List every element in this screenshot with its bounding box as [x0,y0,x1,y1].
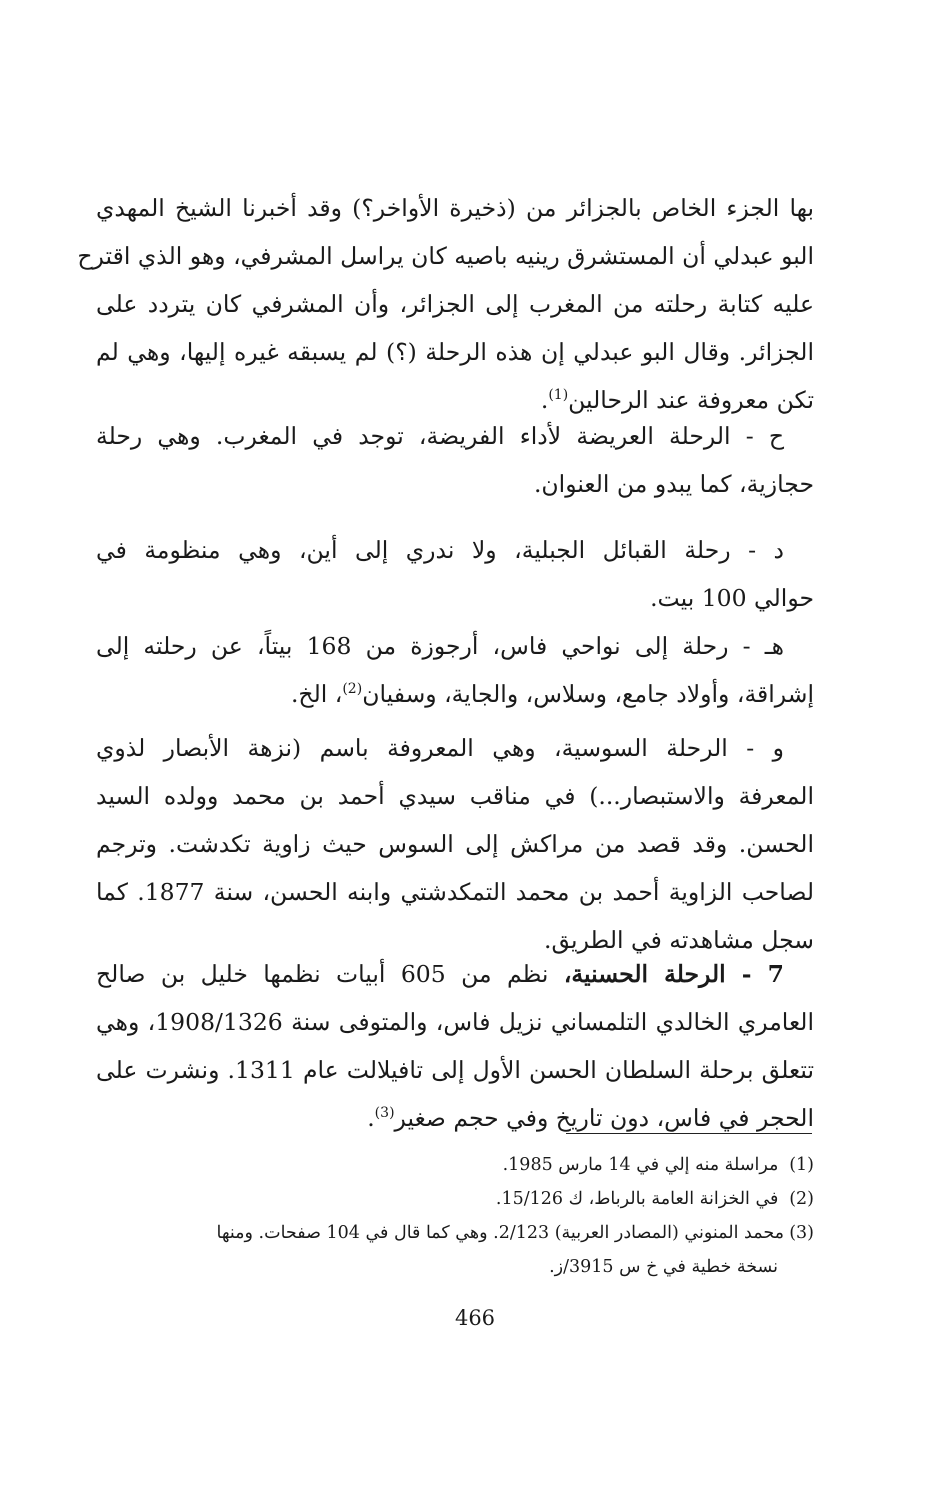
paragraph-line: د - رحلة القبائل الجبلية، ولا ندري إلى أين، وهي منظومة في [96,536,784,564]
section-heading: 7 - الرحلة الحسنية، [563,960,784,988]
paragraph-line [96,1094,814,1142]
paragraph-5 [96,724,814,964]
footnote-marker: (3) [374,1105,395,1122]
paragraph-line: المعرفة والاستبصار...) في مناقب سيدي أحمد بن محمد وولده السيد [96,782,814,810]
footnote-separator [566,1133,812,1134]
paragraph-3 [96,526,814,622]
paragraph-line: حوالي 100 بيت. [650,584,814,612]
paragraph-text: إشراقة، وأولاد جامع، وسلاس، والجاية، وسفيان [362,680,814,708]
paragraph-line: سجل مشاهدته في الطريق. [543,926,814,954]
paragraph-1 [77,184,814,424]
footnote-text: مراسلة منه إلي في 14 مارس 1985. [502,1155,779,1175]
paragraph-text: نظم من 605 أبيات نظمها خليل بن صالح [96,960,564,988]
paragraph-2 [96,412,814,508]
paragraph-text: ، الخ. [290,680,343,708]
paragraph-line [96,670,814,718]
paragraph-line: بها الجزء الخاص بالجزائر من (ذخيرة الأواخر؟) وقد أخبرنا الشيخ المهدي [96,194,814,222]
footnote-text: محمد المنوني (المصادر العربية) 2/123. وهي كما قال في 104 صفحات. ومنها [216,1223,784,1243]
paragraph-line: لصاحب الزاوية أحمد بن محمد التمكدشتي وابنه الحسن، سنة 1877. كما [96,878,815,906]
paragraph-line: العامري الخالدي التلمساني نزيل فاس، والمتوفى سنة 1908/1326، وهي [96,1008,814,1036]
paragraph-line: و - الرحلة السوسية، وهي المعروفة باسم (نزهة الأبصار لذوي [96,734,784,762]
paragraph-line: تتعلق برحلة السلطان الحسن الأول إلى تافيلالت عام 1311. ونشرت على [96,1056,814,1084]
footnote-text: في الخزانة العامة بالرباط، ك 15/126. [495,1189,779,1209]
paragraph-line: هـ - رحلة إلى نواحي فاس، أرجوزة من 168 بيتاً، عن رحلته إلى [96,632,784,660]
paragraph-4 [96,622,814,718]
paragraph-text: . [367,1104,375,1132]
footnote-2 [96,1182,814,1216]
paragraph-line: حجازية، كما يبدو من العنوان. [533,470,814,498]
footnote-number: (1) [789,1155,814,1175]
paragraph-line: الجزائر. وقال البو عبدلي إن هذه الرحلة (؟) لم يسبقه غيره إليها، وهي لم [96,338,814,366]
footnote-text: نسخة خطية في خ س 3915/ز. [549,1257,778,1277]
footnote-marker: (1) [548,387,569,404]
page-number: 466 [454,1306,496,1330]
footnote-1 [96,1148,814,1182]
footnote-line [96,1216,814,1250]
footnote-marker: (2) [342,681,363,698]
paragraph-text: تكن معروفة عند الرحالين [568,386,814,414]
paragraph-line: الحسن. وقد قصد من مراكش إلى السوس حيث زاوية تكدشت. وترجم [96,830,814,858]
paragraph-line: عليه كتابة رحلته من المغرب إلى الجزائر، وأن المشرفي كان يتردد على [96,290,814,318]
paragraph-text: . [540,386,549,414]
paragraph-line [96,950,814,998]
footnote-3 [96,1216,814,1284]
paragraph-text: الحجر في فاس، دون تاريخ وفي حجم صغير [394,1104,814,1132]
footnote-number: (2) [789,1189,814,1209]
paragraph-6 [96,950,814,1142]
paragraph-line: البو عبدلي أن المستشرق رينيه باصيه كان يراسل المشرفي، وهو الذي اقترح [77,242,814,270]
paragraph-line: ح - الرحلة العريضة لأداء الفريضة، توجد في المغرب. وهي رحلة [96,422,784,450]
footnote-number: (3) [789,1223,814,1243]
